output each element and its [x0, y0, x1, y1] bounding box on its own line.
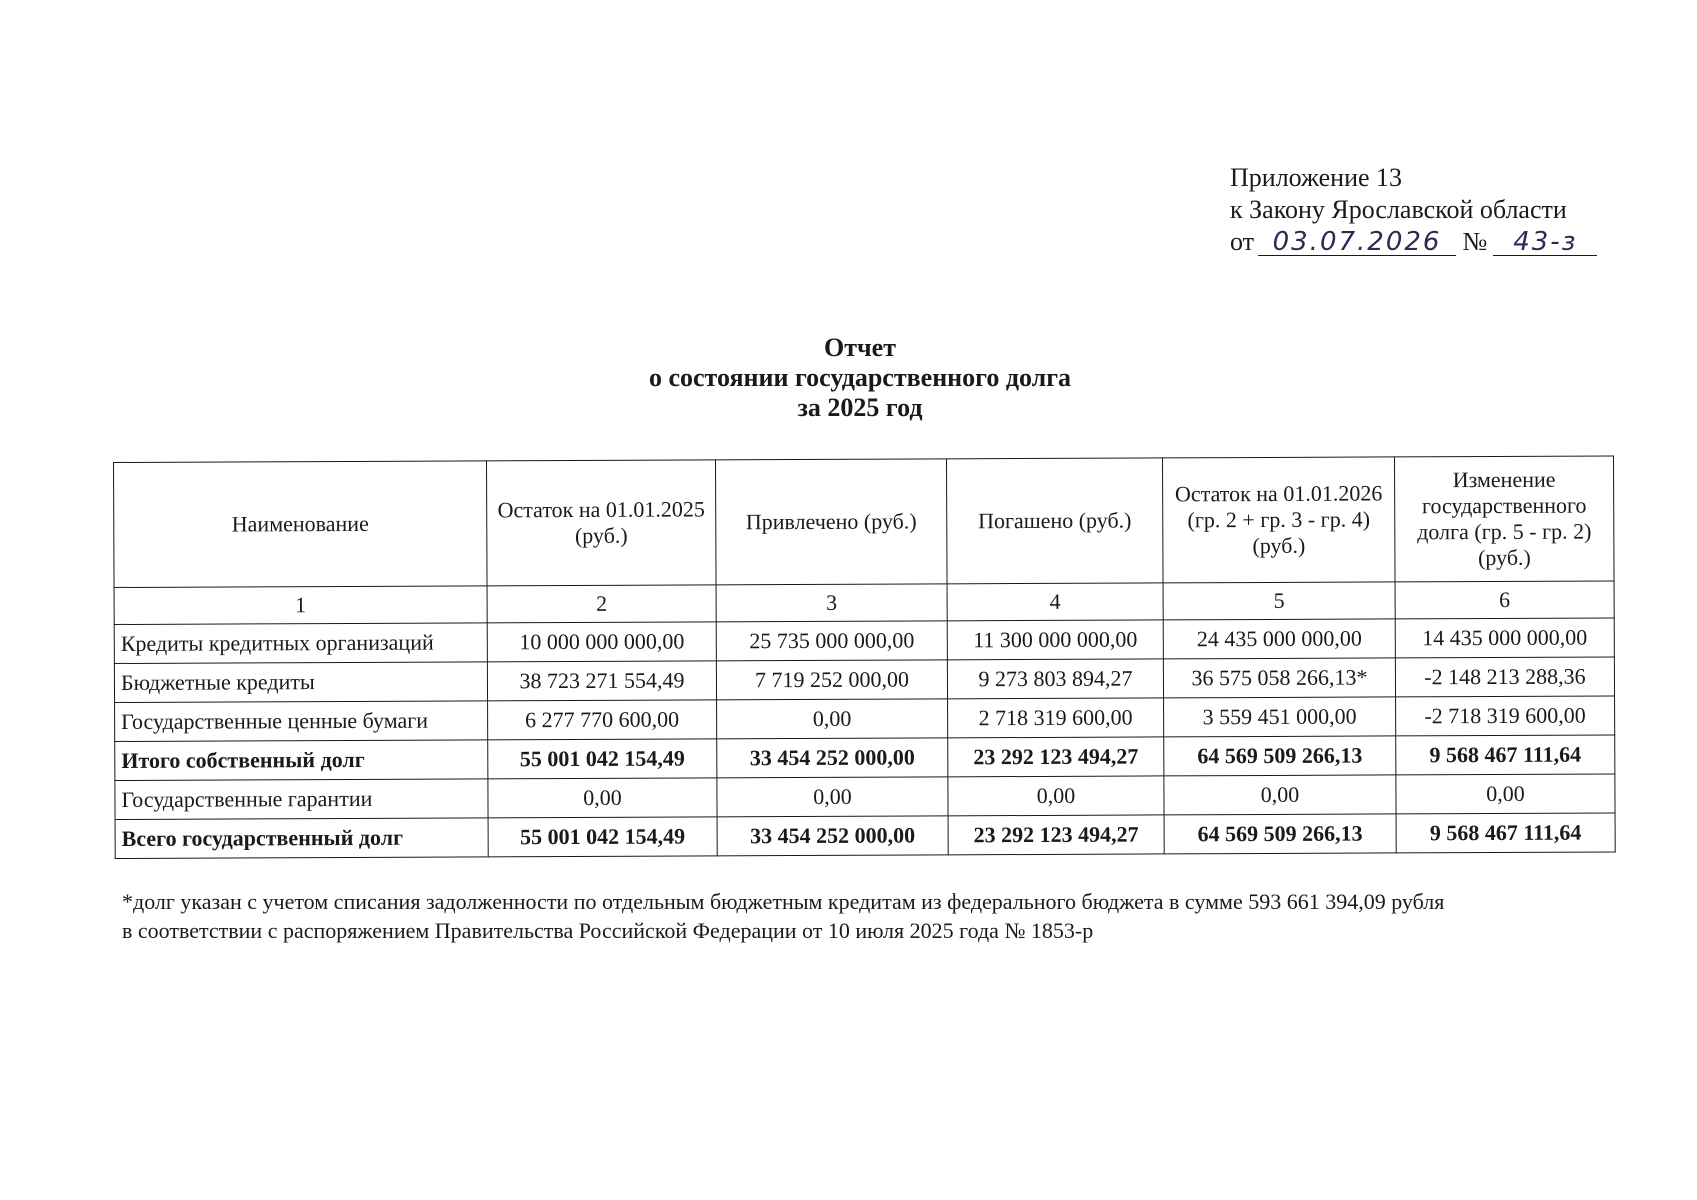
table-row: [114, 618, 1614, 664]
appendix-number-label: №: [1462, 227, 1488, 256]
cell-value: 36 575 058 266,13*: [1163, 658, 1395, 698]
cell-value: 0,00: [488, 778, 717, 818]
debt-report-table: [113, 455, 1616, 859]
cell-value: 3 559 451 000,00: [1164, 697, 1396, 737]
table-header-row: [114, 456, 1615, 588]
cell-value: 0,00: [1396, 774, 1615, 814]
row-name: Всего государственный долг: [115, 818, 488, 859]
appendix-date-number-line: [1230, 226, 1597, 258]
column-number: 4: [947, 583, 1163, 621]
cell-value: 24 435 000 000,00: [1163, 619, 1395, 659]
cell-value: 10 000 000 000,00: [487, 622, 716, 662]
row-name: Кредиты кредитных организаций: [114, 623, 487, 664]
table-row-subtotal: [115, 735, 1615, 781]
report-title-line-3: за 2025 год: [797, 393, 923, 422]
cell-value: 23 292 123 494,27: [948, 737, 1164, 777]
cell-value: 9 568 467 111,64: [1396, 813, 1615, 853]
table-row: [114, 657, 1614, 703]
cell-value: 0,00: [717, 777, 948, 817]
handwritten-date: 03.07.2026: [1258, 229, 1456, 256]
cell-value: 6 277 770 600,00: [488, 700, 717, 740]
header-repaid: Погашено (руб.): [946, 458, 1163, 584]
row-name: Итого собственный долг: [115, 740, 488, 781]
cell-value: 9 273 803 894,27: [947, 659, 1163, 699]
header-name: Наименование: [114, 461, 488, 588]
cell-value: -2 718 319 600,00: [1396, 696, 1615, 736]
column-number: 2: [487, 585, 716, 623]
cell-value: 0,00: [948, 776, 1164, 816]
cell-value: 55 001 042 154,49: [488, 817, 717, 857]
cell-value: 64 569 509 266,13: [1164, 736, 1396, 776]
cell-value: 25 735 000 000,00: [716, 621, 947, 661]
report-title-line-2: о состоянии государственного долга: [648, 363, 1072, 392]
cell-value: 64 569 509 266,13: [1164, 814, 1396, 854]
cell-value: 0,00: [717, 699, 948, 739]
header-balance-end: Остаток на 01.01.2026 (гр. 2 + гр. 3 - гр. 4) (руб.): [1162, 457, 1395, 583]
appendix-from-label: от: [1230, 227, 1255, 256]
report-title-line-1: Отчет: [824, 333, 896, 362]
appendix-law-reference: к Закону Ярославской области: [1230, 195, 1567, 224]
column-number: 3: [716, 584, 947, 622]
cell-value: 11 300 000 000,00: [947, 620, 1163, 660]
table-row-total: [115, 813, 1615, 859]
cell-value: 14 435 000 000,00: [1395, 618, 1614, 658]
row-name: Бюджетные кредиты: [114, 662, 487, 703]
cell-value: 0,00: [1164, 775, 1396, 815]
table-row: [115, 696, 1615, 742]
column-number: 6: [1395, 581, 1614, 619]
column-number: 5: [1163, 582, 1395, 620]
header-change: Изменение государственного долга (гр. 5 - гр. 2) (руб.): [1394, 456, 1614, 582]
cell-value: 7 719 252 000,00: [716, 660, 947, 700]
header-balance-start: Остаток на 01.01.2025 (руб.): [486, 460, 716, 586]
cell-value: 9 568 467 111,64: [1396, 735, 1615, 775]
table-row: [115, 774, 1615, 820]
footnote-line-1: *долг указан с учетом списания задолженности по отдельным бюджетным кредитам из федерального бюджета в сумме 593 661 394,09 рубля: [122, 889, 1445, 914]
row-name: Государственные гарантии: [115, 779, 488, 820]
cell-value: 2 718 319 600,00: [948, 698, 1164, 738]
footnote: [122, 887, 1444, 945]
header-borrowed: Привлечено (руб.): [715, 459, 947, 585]
report-title: [0, 333, 1697, 423]
row-name: Государственные ценные бумаги: [115, 701, 488, 742]
cell-value: 23 292 123 494,27: [948, 815, 1164, 855]
cell-value: 33 454 252 000,00: [717, 738, 948, 778]
cell-value: 55 001 042 154,49: [488, 739, 717, 779]
appendix-title: Приложение 13: [1230, 163, 1403, 192]
footnote-line-2: в соответствии с распоряжением Правительства Российской Федерации от 10 июля 2025 года № 1853-р: [122, 918, 1094, 943]
column-number: 1: [114, 586, 487, 625]
cell-value: 33 454 252 000,00: [717, 816, 948, 856]
cell-value: -2 148 213 288,36: [1395, 657, 1614, 697]
handwritten-number: 43-з: [1493, 229, 1597, 256]
appendix-block: [1230, 162, 1597, 258]
cell-value: 38 723 271 554,49: [487, 661, 716, 701]
